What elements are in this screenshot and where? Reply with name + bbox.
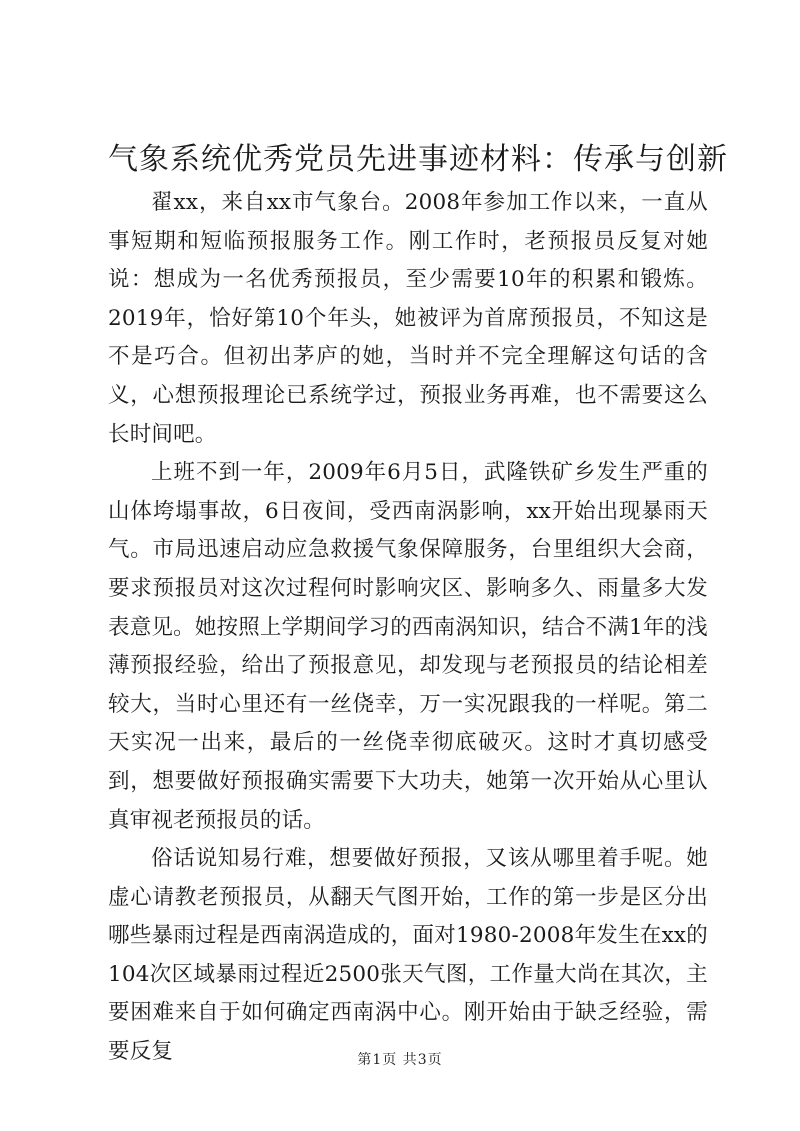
paragraph-3: 俗话说知易行难，想要做好预报，又该从哪里着手呢。她虚心请教老预报员，从翻天气图开始，工作的第一步是区分出哪些暴雨过程是西南涡造成的，面对1980-2008年发生在xx的104次区域暴雨过程近2500张天气图，工作量大尚在其次，主要困难来自于如何确定西南涡中心。刚开始由于缺乏经验，需要反复	[108, 846, 708, 1065]
document-title: 气象系统优秀党员先进事迹材料：传承与创新	[108, 142, 728, 177]
document-body	[108, 184, 708, 1072]
paragraph-2: 上班不到一年，2009年6月5日，武隆铁矿乡发生严重的山体垮塌事故，6日夜间，受西南涡影响，xx开始出现暴雨天气。市局迅速启动应急救援气象保障服务，台里组织大会商，要求预报员对这次过程何时影响灾区、影响多久、雨量多大发表意见。她按照上学期间学习的西南涡知识，结合不满1年的浅薄预报经验，给出了预报意见，却发现与老预报员的结论相差较大，当时心里还有一丝侥幸，万一实况跟我的一样呢。第二天实况一出来，最后的一丝侥幸彻底破灭。这时才真切感受到，想要做好预报确实需要下大功夫，她第一次开始从心里认真审视老预报员的话。	[108, 460, 708, 833]
paragraph-1: 翟xx，来自xx市气象台。2008年参加工作以来，一直从事短期和短临预报服务工作。刚工作时，老预报员反复对她说：想成为一名优秀预报员，至少需要10年的积累和锻炼。2019年，恰好第10个年头，她被评为首席预报员，不知这是不是巧合。但初出茅庐的她，当时并不完全理解这句话的含义，心想预报理论已系统学过，预报业务再难，也不需要这么长时间吧。	[108, 190, 708, 447]
page-number-footer: 第1页 共3页	[357, 1052, 443, 1068]
